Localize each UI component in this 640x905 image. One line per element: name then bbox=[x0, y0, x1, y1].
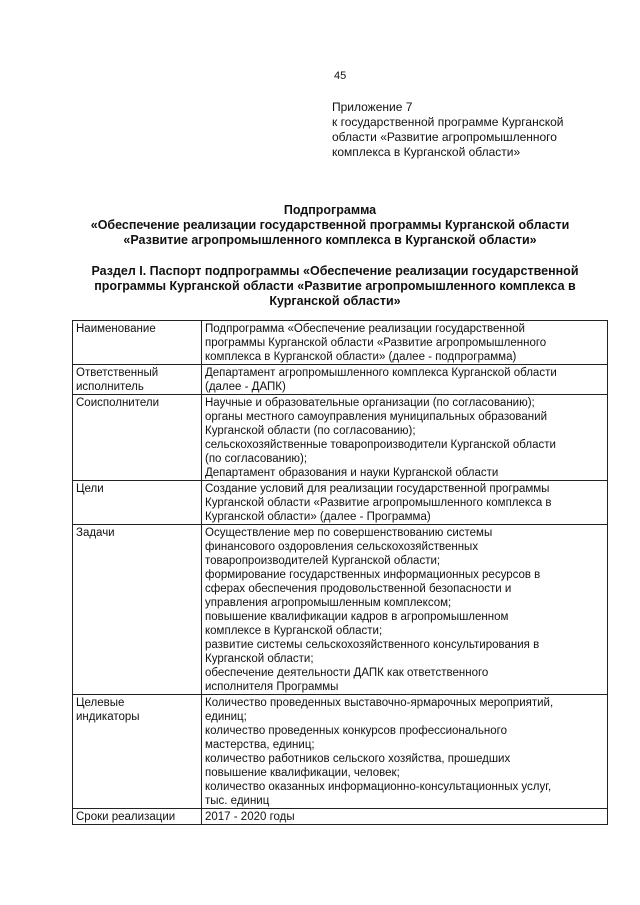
subprogram-title bbox=[70, 203, 590, 248]
row-value-line: программы Курганской области «Развитие агропромышленного bbox=[205, 337, 547, 349]
row-value-line: 2017 - 2020 годы bbox=[205, 811, 295, 823]
row-value-line: Департамент агропромышленного комплекса Курганской области bbox=[205, 367, 557, 379]
appendix-reference bbox=[332, 100, 632, 160]
table-row bbox=[73, 365, 608, 395]
section-heading-line: программы Курганской области «Развитие агропромышленного комплекса в bbox=[94, 279, 576, 293]
row-label-cell bbox=[73, 321, 202, 365]
table-row bbox=[73, 395, 608, 481]
row-value-cell bbox=[202, 525, 608, 695]
row-value-line: Курганской области» (далее - Программа) bbox=[205, 511, 431, 523]
row-label-line: Сроки реализации bbox=[76, 811, 176, 823]
row-value-line: тыс. единиц bbox=[205, 795, 270, 807]
row-value-line: количество оказанных информационно-консультационных услуг, bbox=[205, 781, 552, 793]
appendix-line: области «Развитие агропромышленного bbox=[332, 130, 557, 144]
row-value-cell bbox=[202, 695, 608, 809]
row-value-line: единиц; bbox=[205, 711, 247, 723]
row-value-line: Подпрограмма «Обеспечение реализации государственной bbox=[205, 323, 525, 335]
table-row bbox=[73, 809, 608, 825]
row-value-line: комплекса в Курганской области» (далее - подпрограмма) bbox=[205, 351, 517, 363]
passport-table-body bbox=[73, 321, 608, 825]
row-value-line: управления агропромышленным комплексом; bbox=[205, 597, 452, 609]
row-value-line: Осуществление мер по совершенствованию системы bbox=[205, 527, 493, 539]
title-line: «Развитие агропромышленного комплекса в Курганской области» bbox=[123, 233, 537, 247]
row-value-line: сферах обеспечения продовольственной безопасности и bbox=[205, 583, 512, 595]
row-label-line: Цели bbox=[76, 483, 104, 495]
row-value-line: повышение квалификации кадров в агропромышленном bbox=[205, 611, 509, 623]
row-value-line: Курганской области «Развитие агропромышленного комплекса в bbox=[205, 497, 552, 509]
row-label-cell bbox=[73, 695, 202, 809]
title-line: Подпрограмма bbox=[283, 203, 377, 217]
appendix-line: к государственной программе Курганской bbox=[332, 115, 564, 129]
row-value-line: органы местного самоуправления муниципальных образований bbox=[205, 411, 547, 423]
table-row bbox=[73, 481, 608, 525]
section-heading-line: Курганской области» bbox=[269, 294, 401, 308]
row-label-line: индикаторы bbox=[76, 711, 140, 723]
row-label-cell bbox=[73, 525, 202, 695]
section-heading bbox=[70, 264, 600, 309]
row-value-line: комплексе в Курганской области; bbox=[205, 625, 383, 637]
row-value-line: Курганской области (по согласованию); bbox=[205, 425, 416, 437]
row-value-line: (далее - ДАПК) bbox=[205, 381, 286, 393]
table-row bbox=[73, 525, 608, 695]
row-value-line: обеспечение деятельности ДАПК как ответственного bbox=[205, 667, 489, 679]
row-value-line: (по согласованию); bbox=[205, 453, 308, 465]
table-row bbox=[73, 321, 608, 365]
row-value-line: товаропроизводителей Курганской области; bbox=[205, 555, 441, 567]
row-value-cell bbox=[202, 395, 608, 481]
appendix-line: Приложение 7 bbox=[332, 100, 413, 114]
row-value-line: финансового оздоровления сельскохозяйственных bbox=[205, 541, 479, 553]
row-value-cell bbox=[202, 321, 608, 365]
row-value-line: повышение квалификации, человек; bbox=[205, 767, 400, 779]
row-value-line: количество работников сельского хозяйства, прошедших bbox=[205, 753, 511, 765]
row-label-line: Наименование bbox=[76, 323, 156, 335]
row-label-line: исполнитель bbox=[76, 381, 144, 393]
row-value-line: количество проведенных конкурсов профессионального bbox=[205, 725, 507, 737]
row-label-cell bbox=[73, 395, 202, 481]
row-label-cell bbox=[73, 481, 202, 525]
passport-table bbox=[72, 320, 608, 825]
row-value-cell bbox=[202, 481, 608, 525]
row-label-line: Задачи bbox=[76, 527, 115, 539]
row-label-cell bbox=[73, 365, 202, 395]
row-value-line: Создание условий для реализации государственной программы bbox=[205, 483, 550, 495]
row-value-line: Количество проведенных выставочно-ярмарочных мероприятий, bbox=[205, 697, 554, 709]
row-value-line: сельскохозяйственные товаропроизводители Курганской области bbox=[205, 439, 556, 451]
row-value-line: мастерства, единиц; bbox=[205, 739, 315, 751]
appendix-line: комплекса в Курганской области» bbox=[332, 145, 521, 159]
row-label-line: Ответственный bbox=[76, 367, 159, 379]
row-value-line: развитие системы сельскохозяйственного консультирования в bbox=[205, 639, 540, 651]
title-line: «Обеспечение реализации государственной программы Курганской области bbox=[90, 218, 570, 232]
row-label-cell bbox=[73, 809, 202, 825]
row-value-cell bbox=[202, 809, 608, 825]
table-row bbox=[73, 695, 608, 809]
page-number: 45 bbox=[334, 70, 347, 82]
section-heading-line: Раздел I. Паспорт подпрограммы «Обеспечение реализации государственной bbox=[91, 264, 579, 278]
row-value-line: Департамент образования и науки Курганской области bbox=[205, 467, 499, 479]
row-label-line: Целевые bbox=[76, 697, 125, 709]
row-value-line: исполнителя Программы bbox=[205, 681, 339, 693]
row-value-line: Научные и образовательные организации (по согласованию); bbox=[205, 397, 535, 409]
row-label-line: Соисполнители bbox=[76, 397, 160, 409]
row-value-cell bbox=[202, 365, 608, 395]
row-value-line: Курганской области; bbox=[205, 653, 314, 665]
row-value-line: формирование государственных информационных ресурсов в bbox=[205, 569, 541, 581]
